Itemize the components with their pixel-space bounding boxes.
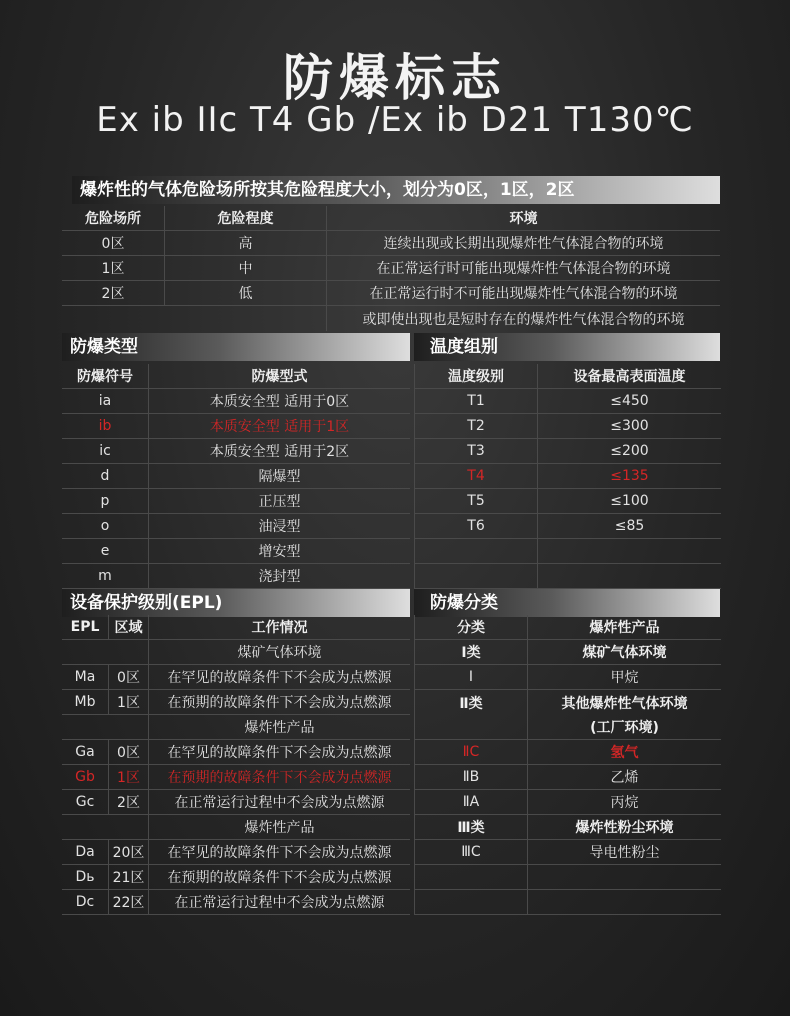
- table-cell: T5: [467, 493, 485, 509]
- table-cell: 中: [164, 256, 326, 280]
- table-cell: Gb: [75, 769, 95, 785]
- table-cell: p: [100, 493, 110, 509]
- table-row: [62, 640, 410, 665]
- table-row: [62, 514, 410, 539]
- column-header: 工作情况: [148, 615, 410, 639]
- table-cell: 1区: [101, 261, 125, 277]
- table-cell: [62, 640, 108, 664]
- table-cell: [527, 865, 721, 889]
- table-row: [415, 715, 721, 740]
- temperature-groups-table: [414, 364, 721, 589]
- table-cell: 连续出现或长期出现爆炸性气体混合物的环境: [326, 231, 720, 255]
- column-header: 环境: [326, 206, 720, 230]
- table-cell: 或即使出现也是短时存在的爆炸性气体混合物的环境: [326, 306, 720, 331]
- table-cell: Dь: [75, 869, 95, 885]
- table-cell: 0区: [108, 665, 148, 689]
- protection-types-heading: 防爆类型: [62, 333, 410, 361]
- table-cell: [537, 564, 721, 588]
- table-row: [415, 790, 721, 815]
- table-row: [62, 564, 410, 589]
- column-header: EPL: [70, 619, 100, 635]
- table-cell: 煤矿气体环境: [148, 640, 410, 664]
- table-cell: ⅡC: [462, 744, 480, 760]
- table-cell: Ⅲ类: [457, 820, 485, 836]
- table-row: [62, 439, 410, 464]
- table-row: [62, 464, 410, 489]
- table-cell: 0区: [101, 236, 125, 252]
- table-cell: 在预期的故障条件下不会成为点燃源: [148, 865, 410, 889]
- protection-types-table: [62, 364, 410, 589]
- table-row: [415, 890, 721, 915]
- table-cell: 爆炸性产品: [148, 715, 410, 739]
- column-header: 设备最高表面温度: [537, 364, 721, 388]
- table-header-row: [62, 615, 410, 640]
- table-cell: Ma: [74, 669, 96, 685]
- table-cell: 在正常运行过程中不会成为点燃源: [148, 790, 410, 814]
- table-cell: Da: [75, 844, 95, 860]
- table-cell: T4: [467, 468, 485, 484]
- table-row: [415, 765, 721, 790]
- table-cell: T2: [467, 418, 485, 434]
- table-cell: ≤450: [537, 389, 721, 413]
- table-row-highlighted: [62, 765, 410, 790]
- table-row: [62, 815, 410, 840]
- epl-heading: 设备保护级别(EPL): [62, 589, 410, 617]
- table-row: [62, 890, 410, 915]
- table-cell: ⅡA: [462, 794, 480, 810]
- table-cell: 其他爆炸性气体环境: [527, 690, 721, 715]
- table-row: [62, 231, 720, 256]
- table-header-row: [62, 206, 720, 231]
- table-row: [415, 539, 721, 564]
- table-row: [415, 564, 721, 589]
- table-cell: 丙烷: [527, 790, 721, 814]
- table-cell: o: [100, 518, 110, 534]
- table-cell: 在预期的故障条件下不会成为点燃源: [148, 690, 410, 714]
- table-row-highlighted: [415, 740, 721, 765]
- column-header: 危险程度: [164, 206, 326, 230]
- epl-table: [62, 615, 410, 915]
- column-header: 危险场所: [85, 211, 141, 227]
- table-row: [62, 489, 410, 514]
- column-header: 区域: [108, 615, 148, 639]
- table-cell: [108, 815, 148, 839]
- table-cell: d: [100, 468, 110, 484]
- table-row: [415, 865, 721, 890]
- table-row: [415, 439, 721, 464]
- table-row: [62, 306, 720, 331]
- table-cell: ⅢC: [461, 844, 481, 860]
- table-header-row: [415, 615, 721, 640]
- table-cell: ≤300: [537, 414, 721, 438]
- table-cell: 正压型: [148, 489, 410, 513]
- table-cell: 在正常运行过程中不会成为点燃源: [148, 890, 410, 914]
- table-cell: [62, 815, 108, 839]
- table-cell: 20区: [108, 840, 148, 864]
- table-cell: Gc: [75, 794, 95, 810]
- table-row: [415, 690, 721, 715]
- table-cell: 2区: [108, 790, 148, 814]
- table-cell: ≤135: [537, 464, 721, 488]
- table-cell: 2区: [101, 286, 125, 302]
- table-row: [62, 665, 410, 690]
- table-cell: [108, 640, 148, 664]
- explosion-class-table: [414, 615, 721, 915]
- table-cell: Mb: [74, 694, 96, 710]
- table-cell: 在预期的故障条件下不会成为点燃源: [148, 765, 410, 789]
- table-cell: 煤矿气体环境: [527, 640, 721, 664]
- table-cell: [415, 564, 537, 588]
- table-cell: 低: [164, 281, 326, 305]
- table-cell: ib: [98, 418, 112, 434]
- table-cell: 氢气: [527, 740, 721, 764]
- table-cell: T1: [467, 393, 485, 409]
- table-row: [415, 840, 721, 865]
- table-cell: 爆炸性产品: [148, 815, 410, 839]
- column-header: 防爆型式: [148, 364, 410, 388]
- table-cell: Dc: [75, 894, 95, 910]
- table-row: [415, 389, 721, 414]
- table-cell: [527, 890, 721, 914]
- table-cell: ≤200: [537, 439, 721, 463]
- table-cell: ⅡB: [462, 769, 480, 785]
- zones-table: [62, 206, 720, 331]
- table-cell: m: [98, 568, 112, 584]
- table-row: [415, 640, 721, 665]
- table-cell: Ⅱ类: [459, 695, 483, 712]
- table-cell: [62, 306, 164, 331]
- table-header-row: [415, 364, 721, 389]
- table-cell: 在罕见的故障条件下不会成为点燃源: [148, 665, 410, 689]
- table-cell: T6: [467, 518, 485, 534]
- table-cell: 0区: [108, 740, 148, 764]
- table-cell: 22区: [108, 890, 148, 914]
- explosion-class-heading: 防爆分类: [414, 589, 720, 617]
- table-cell: ≤85: [537, 514, 721, 538]
- temperature-groups-heading: 温度组别: [414, 333, 720, 361]
- table-cell: Ⅰ类: [461, 645, 481, 661]
- table-cell: Ga: [75, 744, 95, 760]
- table-cell: 爆炸性粉尘环境: [527, 815, 721, 839]
- table-cell: 导电性粉尘: [527, 840, 721, 864]
- ex-marking: Ex ib IIc T4 Gb /Ex ib D21 T130℃: [96, 100, 694, 140]
- table-cell: 甲烷: [527, 665, 721, 689]
- table-cell: ia: [98, 393, 112, 409]
- table-cell: 本质安全型 适用于2区: [148, 439, 410, 463]
- table-cell: 在罕见的故障条件下不会成为点燃源: [148, 740, 410, 764]
- column-header: 爆炸性产品: [527, 615, 721, 639]
- table-row: [415, 414, 721, 439]
- table-row: [62, 256, 720, 281]
- table-cell: [537, 539, 721, 563]
- table-cell: [415, 539, 537, 563]
- table-cell: [415, 715, 527, 739]
- table-row: [415, 489, 721, 514]
- table-cell: [62, 715, 108, 739]
- column-header: 防爆符号: [77, 369, 133, 385]
- table-cell: 浇封型: [148, 564, 410, 588]
- table-cell: ic: [99, 443, 111, 459]
- table-row: [62, 715, 410, 740]
- table-cell: 在罕见的故障条件下不会成为点燃源: [148, 840, 410, 864]
- table-row: [62, 865, 410, 890]
- table-cell: 21区: [108, 865, 148, 889]
- table-cell: 1区: [108, 690, 148, 714]
- table-cell: [415, 890, 527, 914]
- table-cell: (工厂环境): [527, 715, 721, 739]
- table-cell: 增安型: [148, 539, 410, 563]
- table-cell: 高: [164, 231, 326, 255]
- table-row: [415, 815, 721, 840]
- table-cell: e: [100, 543, 110, 559]
- table-cell: Ⅰ: [468, 669, 474, 685]
- table-cell: T3: [467, 443, 485, 459]
- table-row: [62, 389, 410, 414]
- column-header: 温度级别: [448, 369, 504, 385]
- table-cell: [164, 306, 326, 331]
- table-cell: 本质安全型 适用于1区: [148, 414, 410, 438]
- table-row: [62, 539, 410, 564]
- column-header: 分类: [457, 620, 485, 636]
- table-cell: 1区: [108, 765, 148, 789]
- table-row: [415, 514, 721, 539]
- table-row: [415, 665, 721, 690]
- table-cell: ≤100: [537, 489, 721, 513]
- table-cell: [108, 715, 148, 739]
- table-row: [62, 690, 410, 715]
- table-cell: 隔爆型: [148, 464, 410, 488]
- table-header-row: [62, 364, 410, 389]
- table-cell: 在正常运行时可能出现爆炸性气体混合物的环境: [326, 256, 720, 280]
- table-row: [62, 790, 410, 815]
- table-row: [62, 740, 410, 765]
- table-row-highlighted: [415, 464, 721, 489]
- table-row: [62, 281, 720, 306]
- table-row-highlighted: [62, 414, 410, 439]
- table-cell: [415, 865, 527, 889]
- table-cell: 在正常运行时不可能出现爆炸性气体混合物的环境: [326, 281, 720, 305]
- zones-heading: 爆炸性的气体危险场所按其危险程度大小，划分为0区，1区，2区: [72, 176, 720, 204]
- table-cell: 乙烯: [527, 765, 721, 789]
- table-cell: 油浸型: [148, 514, 410, 538]
- table-cell: 本质安全型 适用于0区: [148, 389, 410, 413]
- page-title: 防爆标志: [283, 49, 507, 107]
- table-row: [62, 840, 410, 865]
